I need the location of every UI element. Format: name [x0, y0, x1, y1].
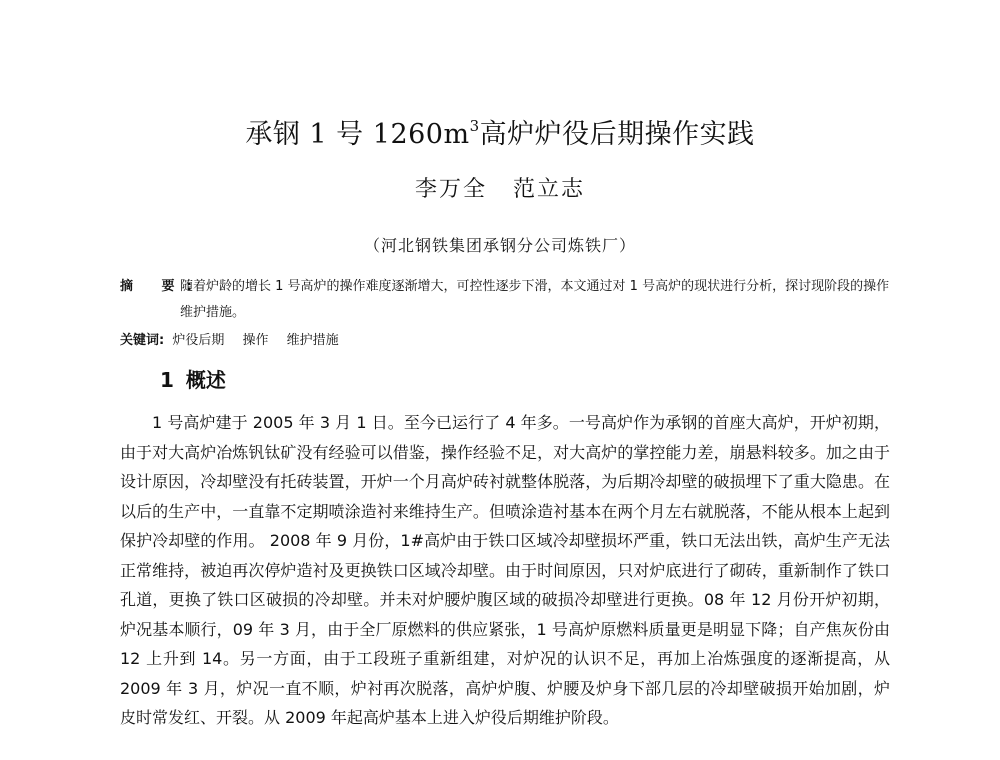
- keyword: 炉役后期: [172, 333, 225, 348]
- section-heading: [160, 364, 226, 393]
- author-name: 李万全: [414, 177, 487, 202]
- paper-title: [0, 112, 1000, 151]
- keywords-label: 关键词:: [120, 333, 165, 348]
- author-name: 范立志: [513, 177, 586, 202]
- abstract: [120, 274, 900, 326]
- title-rest: 高炉炉役后期操作实践: [479, 119, 755, 150]
- abstract-text: 随着炉龄的增长 1 号高炉的操作难度逐渐增大，可控性逐步下滑，本文通过对 1 号高炉的现状进行分析，探讨现阶段的操作维护措施。: [180, 279, 890, 320]
- section-number: 1: [160, 368, 174, 392]
- title-superscript: 3: [469, 117, 480, 135]
- body-paragraph: 1 号高炉建于 2005 年 3 月 1 日。至今已运行了 4 年多。一号高炉作为承钢的首座大高炉，开炉初期，由于对大高炉冶炼钒钛矿没有经验可以借鉴，操作经验不足，对大高炉的掌控能力差，崩悬料较多。加之由于设计原因，冷却壁没有托砖装置，开炉一个月高炉砖衬就整体脱落，为后期冷却壁的破损埋下了重大隐患。在以后的生产中，一直靠不定期喷涂造衬来维持生产。但喷涂造衬基本在两个月左右就脱落，不能从根本上起到保护冷却壁的作用。 2008 年 9 月份，1#高炉由于铁口区域冷却壁损坏严重，铁口无法出铁，高炉生产无法正常维持，被迫再次停炉造衬及更换铁口区域冷却壁。由于时间原因，只对炉底进行了砌砖，重新制作了铁口孔道，更换了铁口区破损的冷却壁。并未对炉腰炉腹区域的破损冷却壁进行更换。08 年 12 月份开炉初期，炉况基本顺行，09 年 3 月，由于全厂原燃料的供应紧张，1 号高炉原燃料质量更是明显下降；自产焦灰份由 12 上升到 14。另一方面，由于工段班子重新组建，对炉况的认识不足，再加上冶炼强度的逐渐提高，从 2009 年 3 月，炉况一直不顺，炉衬再次脱落，高炉炉腹、炉腰及炉身下部几层的冷却壁破损开始加剧，炉皮时常发红、开裂。从 2009 年起高炉基本上进入炉役后期维护阶段。: [120, 413, 890, 727]
- section-title: 概述: [185, 368, 226, 392]
- affiliation: （河北钢铁集团承钢分公司炼铁厂）: [363, 236, 636, 255]
- author-line: [0, 172, 1000, 203]
- abstract-label: 摘 要:: [120, 279, 204, 294]
- keyword: 维护措施: [286, 333, 339, 348]
- keywords: [120, 328, 900, 354]
- keyword: 操作: [242, 333, 269, 348]
- title-main: 承钢 1 号 1260m: [245, 119, 470, 150]
